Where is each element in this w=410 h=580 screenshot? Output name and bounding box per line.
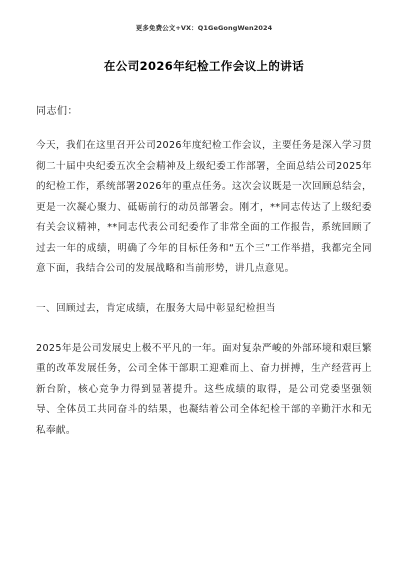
body-paragraph: 2025年是公司发展史上极不平凡的一年。面对复杂严峻的外部环境和艰巨繁重的改革发展任务，公司全体干部职工迎难而上、奋力拼搏，生产经营再上新台阶，核心竞争力得到显著提升。这些成绩的取得，是公司党委坚强领导、全体员工共同奋斗的结果，也凝结着公司全体纪检干部的辛勤汗水和无私奉献。 (36, 342, 372, 436)
salutation: 同志们： (36, 106, 78, 117)
intro-paragraph: 今天，我们在这里召开公司2026年度纪检工作会议，主要任务是深入学习贯彻二十届中央纪委五次全会精神及上级纪委工作部署，全面总结公司2025年的纪检工作，系统部署2026年的重点任务。这次会议既是一次回顾总结会，更是一次凝心聚力、砥砺前行的动员部署会。刚才，**同志传达了上级纪委有关会议精神，**同志代表公司纪委作了非常全面的工作报告，系统回顾了过去一年的成绩，明确了今年的目标任务和“五个三”工作举措，我都完全同意下面，我结合公司的发展战略和当前形势，讲几点意见。 (36, 140, 372, 274)
section-heading: 一、回顾过去，肯定成绩，在服务大局中彰显纪检担当 (36, 302, 276, 314)
header-banner: 更多免费公文+VX：Q1GeGongWen2024 (135, 24, 273, 32)
document-title: 在公司2026年纪检工作会议上的讲话 (103, 59, 305, 73)
